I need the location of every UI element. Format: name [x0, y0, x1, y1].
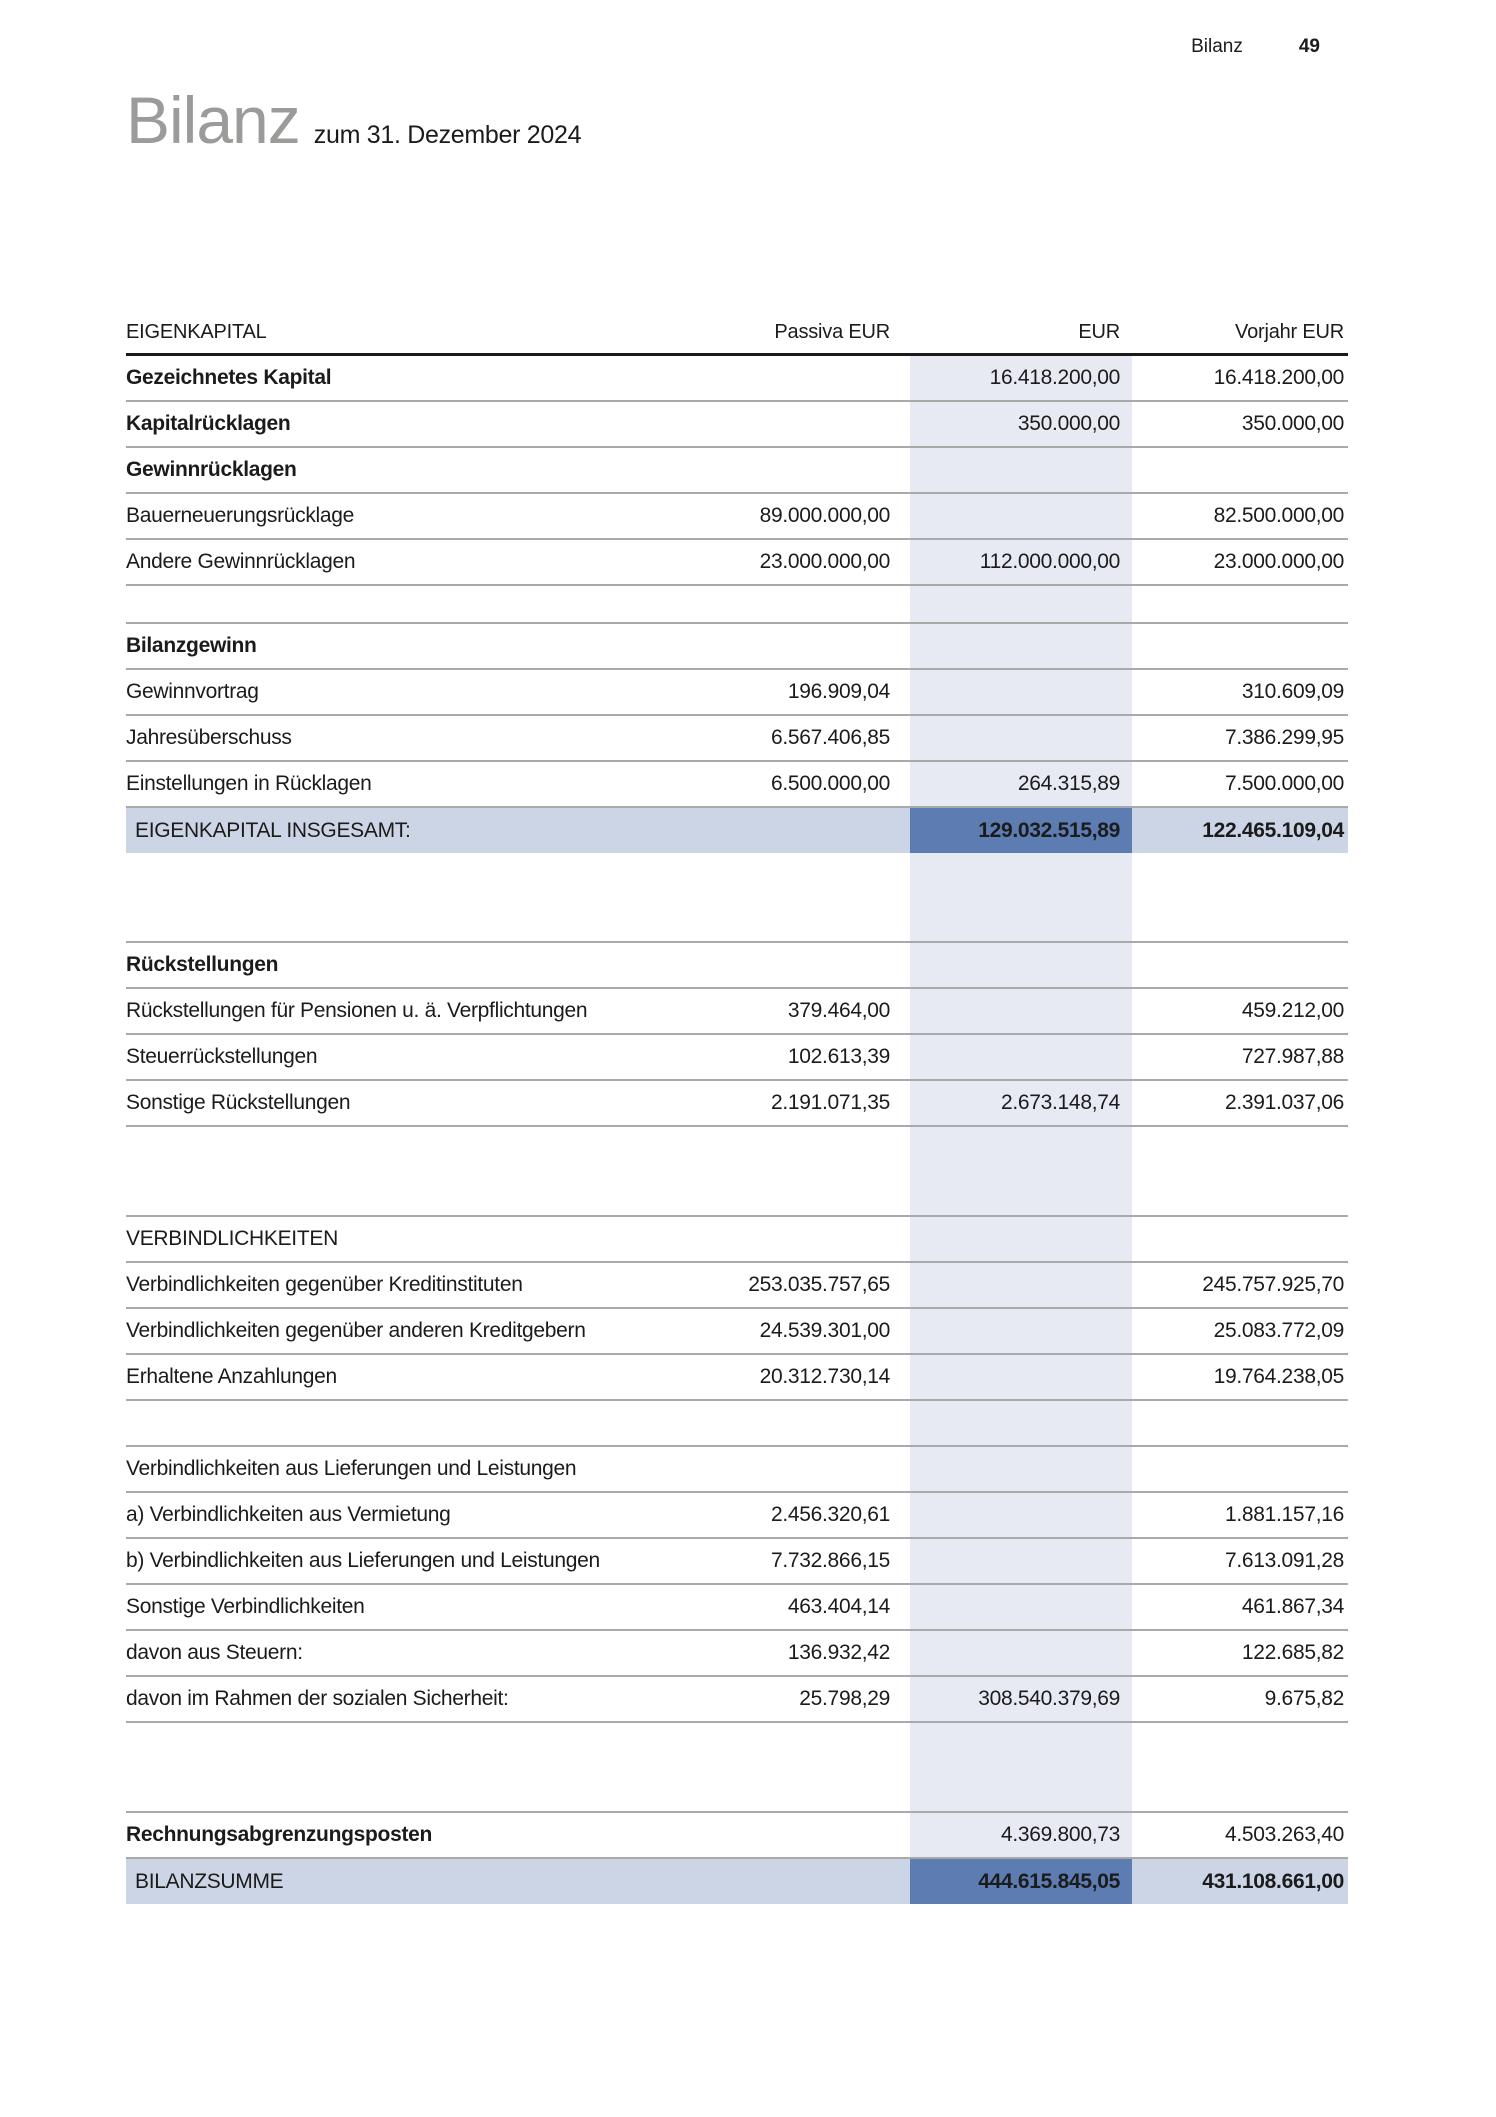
vorjahr-value: 310.609,09: [1241, 680, 1344, 703]
spacer-cell-passiva: [606, 1401, 910, 1445]
column-header-eur: EUR: [1078, 321, 1120, 343]
row-label: BILANZSUMME: [135, 1869, 284, 1893]
eur-value: [910, 670, 1132, 714]
table-row: [126, 1447, 1348, 1493]
column-header-vorjahr-eur: Vorjahr EUR: [1235, 321, 1344, 343]
running-header-title: Bilanz: [1191, 36, 1243, 57]
eur-value: 4.369.800,73: [910, 1813, 1132, 1857]
vorjahr-value: 727.987,88: [1241, 1045, 1344, 1068]
passiva-value: 196.909,04: [787, 680, 890, 703]
table-row: [126, 943, 1348, 989]
passiva-value: 23.000.000,00: [759, 550, 890, 573]
spacer-cell-label: [126, 586, 606, 622]
table-row: [126, 716, 1348, 762]
spacer-cell-eur: [910, 1723, 1132, 1811]
vorjahr-value: 431.108.661,00: [1202, 1869, 1344, 1893]
eur-value: [910, 1539, 1132, 1583]
eur-value: 444.615.845,05: [910, 1859, 1132, 1904]
spacer-row: [126, 1127, 1348, 1217]
row-label: Verbindlichkeiten aus Lieferungen und Leistungen: [126, 1457, 577, 1480]
spacer-cell-label: [126, 1723, 606, 1811]
table-header-row: [126, 308, 1348, 356]
spacer-cell-label: [126, 1401, 606, 1445]
table-row: [126, 1585, 1348, 1631]
vorjahr-value: 25.083.772,09: [1213, 1319, 1344, 1342]
row-label: davon im Rahmen der sozialen Sicherheit:: [126, 1687, 509, 1710]
row-label: Erhaltene Anzahlungen: [126, 1365, 337, 1388]
column-header-passiva-eur: Passiva EUR: [774, 321, 890, 343]
vorjahr-value: [1132, 943, 1348, 987]
eur-value: [910, 448, 1132, 492]
vorjahr-value: 16.418.200,00: [1213, 366, 1344, 389]
row-label: Jahresüberschuss: [126, 726, 292, 749]
table-row: [126, 670, 1348, 716]
vorjahr-value: 459.212,00: [1241, 999, 1344, 1022]
row-label: Bilanzgewinn: [126, 634, 257, 657]
passiva-value: 136.932,42: [787, 1641, 890, 1664]
eur-value: 16.418.200,00: [910, 356, 1132, 400]
vorjahr-value: 4.503.263,40: [1224, 1823, 1344, 1846]
spacer-cell-vorjahr: [1132, 1401, 1348, 1445]
vorjahr-value: 19.764.238,05: [1213, 1365, 1344, 1388]
vorjahr-value: 7.386.299,95: [1224, 726, 1344, 749]
passiva-value: [606, 448, 910, 492]
passiva-value: 6.567.406,85: [770, 726, 890, 749]
row-label: Rückstellungen für Pensionen u. ä. Verpflichtungen: [126, 999, 588, 1022]
page-title: Bilanz: [126, 83, 300, 157]
eur-value: 129.032.515,89: [910, 808, 1132, 853]
vorjahr-value: [1132, 448, 1348, 492]
spacer-cell-eur: [910, 586, 1132, 622]
row-label: Andere Gewinnrücklagen: [126, 550, 356, 573]
passiva-value: 2.456.320,61: [770, 1503, 890, 1526]
row-label: Steuerrückstellungen: [126, 1045, 318, 1068]
running-header: [1191, 36, 1320, 58]
vorjahr-value: 23.000.000,00: [1213, 550, 1344, 573]
vorjahr-value: 82.500.000,00: [1213, 504, 1344, 527]
vorjahr-value: [1132, 1217, 1348, 1261]
eur-value: 264.315,89: [910, 762, 1132, 806]
spacer-cell-vorjahr: [1132, 853, 1348, 941]
eur-value: [910, 1585, 1132, 1629]
passiva-value: [606, 1217, 910, 1261]
table-row: [126, 1813, 1348, 1859]
spacer-row: [126, 1723, 1348, 1813]
passiva-value: [606, 1447, 910, 1491]
passiva-value: 24.539.301,00: [759, 1319, 890, 1342]
passiva-value: 379.464,00: [787, 999, 890, 1022]
spacer-cell-passiva: [606, 586, 910, 622]
passiva-value: 253.035.757,65: [748, 1273, 890, 1296]
table-body: [126, 356, 1348, 1904]
passiva-value: [606, 943, 910, 987]
table-row: [126, 1355, 1348, 1401]
eur-value: [910, 1355, 1132, 1399]
table-row: [126, 494, 1348, 540]
passiva-value: 20.312.730,14: [759, 1365, 890, 1388]
eur-value: [910, 1263, 1132, 1307]
eur-value: [910, 624, 1132, 668]
passiva-value: 7.732.866,15: [770, 1549, 890, 1572]
passiva-value: [606, 402, 910, 446]
row-label: Rückstellungen: [126, 953, 279, 976]
row-label: a) Verbindlichkeiten aus Vermietung: [126, 1503, 451, 1526]
spacer-cell-eur: [910, 1401, 1132, 1445]
passiva-value: 2.191.071,35: [770, 1091, 890, 1114]
table-row: [126, 1035, 1348, 1081]
spacer-cell-eur: [910, 1127, 1132, 1215]
passiva-value: 6.500.000,00: [770, 772, 890, 795]
table-row: [126, 1859, 1348, 1904]
vorjahr-value: [1132, 624, 1348, 668]
eur-value: [910, 943, 1132, 987]
passiva-value: [606, 1813, 910, 1857]
page-subtitle: zum 31. Dezember 2024: [313, 121, 582, 149]
eur-value: [910, 1309, 1132, 1353]
eur-value: [910, 716, 1132, 760]
vorjahr-value: 7.613.091,28: [1224, 1549, 1344, 1572]
vorjahr-value: 9.675,82: [1264, 1687, 1344, 1710]
eur-value: [910, 1035, 1132, 1079]
table-row: [126, 1677, 1348, 1723]
row-label: Sonstige Verbindlichkeiten: [126, 1595, 365, 1618]
row-label: Sonstige Rückstellungen: [126, 1091, 351, 1114]
row-label: Kapitalrücklagen: [126, 412, 291, 435]
passiva-value: [606, 1859, 910, 1904]
table-row: [126, 1081, 1348, 1127]
table-row: [126, 624, 1348, 670]
table-row: [126, 540, 1348, 586]
spacer-cell-passiva: [606, 853, 910, 941]
table-row: [126, 402, 1348, 448]
spacer-cell-vorjahr: [1132, 1723, 1348, 1811]
vorjahr-value: 7.500.000,00: [1224, 772, 1344, 795]
eur-value: [910, 989, 1132, 1033]
vorjahr-value: 461.867,34: [1241, 1595, 1344, 1618]
vorjahr-value: 122.685,82: [1241, 1641, 1344, 1664]
row-label: Verbindlichkeiten gegenüber anderen Kreditgebern: [126, 1319, 586, 1342]
vorjahr-value: [1132, 1447, 1348, 1491]
spacer-cell-eur: [910, 853, 1132, 941]
vorjahr-value: 350.000,00: [1241, 412, 1344, 435]
passiva-value: 25.798,29: [799, 1687, 890, 1710]
vorjahr-value: 1.881.157,16: [1224, 1503, 1344, 1526]
row-label: Einstellungen in Rücklagen: [126, 772, 372, 795]
table-row: [126, 1539, 1348, 1585]
row-label: EIGENKAPITAL INSGESAMT:: [135, 818, 411, 842]
passiva-value: [606, 356, 910, 400]
eur-value: [910, 1447, 1132, 1491]
balance-sheet-table: [126, 308, 1348, 1904]
table-row: [126, 1263, 1348, 1309]
row-label: Verbindlichkeiten gegenüber Kreditinstituten: [126, 1273, 523, 1296]
table-row: [126, 1631, 1348, 1677]
vorjahr-value: 245.757.925,70: [1202, 1273, 1344, 1296]
row-label: Gewinnvortrag: [126, 680, 259, 703]
spacer-cell-passiva: [606, 1723, 910, 1811]
spacer-row: [126, 853, 1348, 943]
passiva-value: [606, 808, 910, 853]
row-label: davon aus Steuern:: [126, 1641, 303, 1664]
table-row: [126, 356, 1348, 402]
page-number: 49: [1298, 36, 1320, 57]
eur-value: [910, 1217, 1132, 1261]
row-label: b) Verbindlichkeiten aus Lieferungen und Leistungen: [126, 1549, 600, 1572]
spacer-cell-vorjahr: [1132, 1127, 1348, 1215]
row-label: Rechnungsabgrenzungsposten: [126, 1823, 433, 1846]
passiva-value: [606, 624, 910, 668]
spacer-cell-vorjahr: [1132, 586, 1348, 622]
vorjahr-value: 2.391.037,06: [1224, 1091, 1344, 1114]
table-row: [126, 762, 1348, 808]
spacer-cell-passiva: [606, 1127, 910, 1215]
passiva-value: 102.613,39: [787, 1045, 890, 1068]
eur-value: [910, 1493, 1132, 1537]
spacer-row: [126, 586, 1348, 624]
spacer-row: [126, 1401, 1348, 1447]
row-label: Gezeichnetes Kapital: [126, 366, 332, 389]
eur-value: 350.000,00: [910, 402, 1132, 446]
eur-value: [910, 494, 1132, 538]
row-label: VERBINDLICHKEITEN: [126, 1227, 338, 1250]
table-row: [126, 1217, 1348, 1263]
column-header-eigenkapital: EIGENKAPITAL: [126, 321, 267, 343]
eur-value: [910, 1631, 1132, 1675]
passiva-value: 463.404,14: [787, 1595, 890, 1618]
eur-value: 2.673.148,74: [910, 1081, 1132, 1125]
row-label: Gewinnrücklagen: [126, 458, 297, 481]
spacer-cell-label: [126, 1127, 606, 1215]
table-row: [126, 448, 1348, 494]
table-row: [126, 989, 1348, 1035]
vorjahr-value: 122.465.109,04: [1202, 818, 1344, 842]
title-block: [126, 83, 582, 157]
eur-value: 112.000.000,00: [910, 540, 1132, 584]
table-row: [126, 808, 1348, 853]
passiva-value: 89.000.000,00: [759, 504, 890, 527]
eur-value: 308.540.379,69: [910, 1677, 1132, 1721]
row-label: Bauerneuerungsrücklage: [126, 504, 355, 527]
table-row: [126, 1309, 1348, 1355]
table-row: [126, 1493, 1348, 1539]
spacer-cell-label: [126, 853, 606, 941]
